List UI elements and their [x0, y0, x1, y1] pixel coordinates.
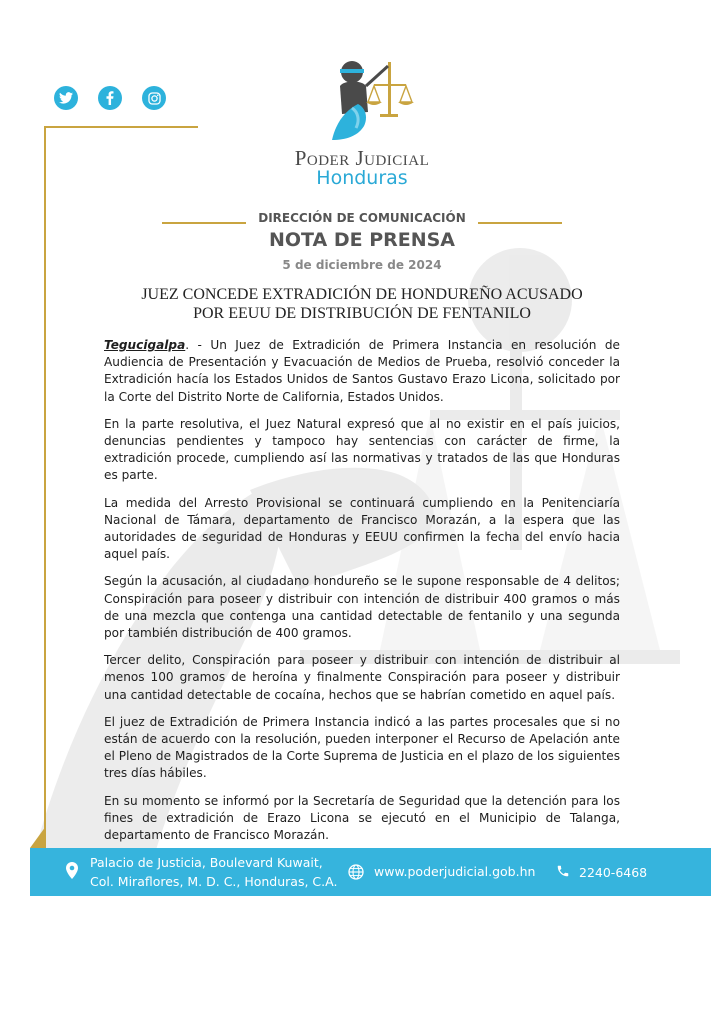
globe-icon: [348, 864, 364, 880]
website-link[interactable]: www.poderjudicial.gob.hn: [374, 864, 536, 879]
document-type: NOTA DE PRENSA: [268, 229, 456, 251]
paragraph-3: La medida del Arresto Provisional se continuará cumpliendo en la Penitenciaría Nacional de Támara, departamento de Francisco Morazán, a la espera que las autoridades de seguridad de Honduras y EEUU confirmen la fecha del envío hacia aquel país.: [104, 495, 620, 562]
paragraph-4: Según la acusación, al ciudadano hondureño se le supone responsable de 4 delitos; Conspiración para poseer y distribuir con intención de distribuir 400 gramos o más de una mezcla que contenga una cantidad detectable de fentanilo y una segunda por también distribución de 400 gramos.: [104, 574, 620, 641]
headline: [100, 285, 624, 323]
poder-judicial-logo: [322, 52, 414, 144]
brand-name: Poder Judicial: [294, 146, 430, 170]
article-body: [104, 337, 620, 854]
address: [90, 853, 337, 891]
address-line-1: Palacio de Justicia, Boulevard Kuwait,: [90, 855, 323, 870]
gold-divider-top: [44, 126, 198, 128]
dateline-city: Tegucigalpa: [104, 338, 186, 352]
twitter-icon[interactable]: [54, 86, 78, 110]
headline-line-1: JUEZ CONCEDE EXTRADICIÓN DE HONDUREÑO ACUSADO: [141, 286, 583, 303]
contact-footer: [30, 848, 711, 896]
brand-country: Honduras: [316, 167, 408, 189]
social-links: [54, 86, 166, 110]
location-pin-icon: [66, 862, 78, 879]
phone-icon: [556, 864, 570, 878]
instagram-icon[interactable]: [142, 86, 166, 110]
publication-date: 5 de diciembre de 2024: [282, 258, 442, 272]
paragraph-5: Tercer delito, Conspiración para poseer y distribuir con intención de distribuir al menos 100 gramos de heroína y finalmente Conspiración para poseer y distribuir una cantidad detectable de cocaína, hechos que se habrían cometido en aquel país.: [104, 653, 620, 702]
paragraph-1: [104, 337, 620, 406]
headline-line-2: POR EEUU DE DISTRIBUCIÓN DE FENTANILO: [193, 305, 531, 322]
department-title: DIRECCIÓN DE COMUNICACIÓN: [258, 211, 466, 225]
paragraph-1-text: . - Un Juez de Extradición de Primera Instancia en resolución de Audiencia de Presentación y Evacuación de Medios de Prueba, resolvió conceder la Extradición hacía los Estados Unidos de Santos Gustavo Erazo Licona, solicitado por la Corte del Distrito Norte de California, Estados Unidos.: [104, 338, 620, 404]
phone-number[interactable]: 2240-6468: [579, 865, 648, 880]
facebook-icon[interactable]: [98, 86, 122, 110]
gold-corner-accent: [30, 826, 46, 848]
paragraph-2: En la parte resolutiva, el Juez Natural expresó que al no existir en el país juicios, denuncias pendientes y tampoco hay sentencias con carácter de firme, la extradición procede, cumpliendo así las normativas y tratados de las que Honduras es parte.: [104, 416, 620, 483]
address-line-2: Col. Miraflores, M. D. C., Honduras, C.A.: [90, 874, 338, 889]
paragraph-7: En su momento se informó por la Secretaría de Seguridad que la detención para los fines de extradición de Erazo Licona se ejecutó en el Municipio de Talanga, departamento de Francisco Morazán.: [104, 793, 620, 843]
paragraph-6: El juez de Extradición de Primera Instancia indicó a las partes procesales que si no están de acuerdo con la resolución, pueden interponer el Recurso de Apelación ante el Pleno de Magistrados de la Corte Suprema de Justicia en el plazo de los siguientes tres días hábiles.: [104, 714, 620, 781]
